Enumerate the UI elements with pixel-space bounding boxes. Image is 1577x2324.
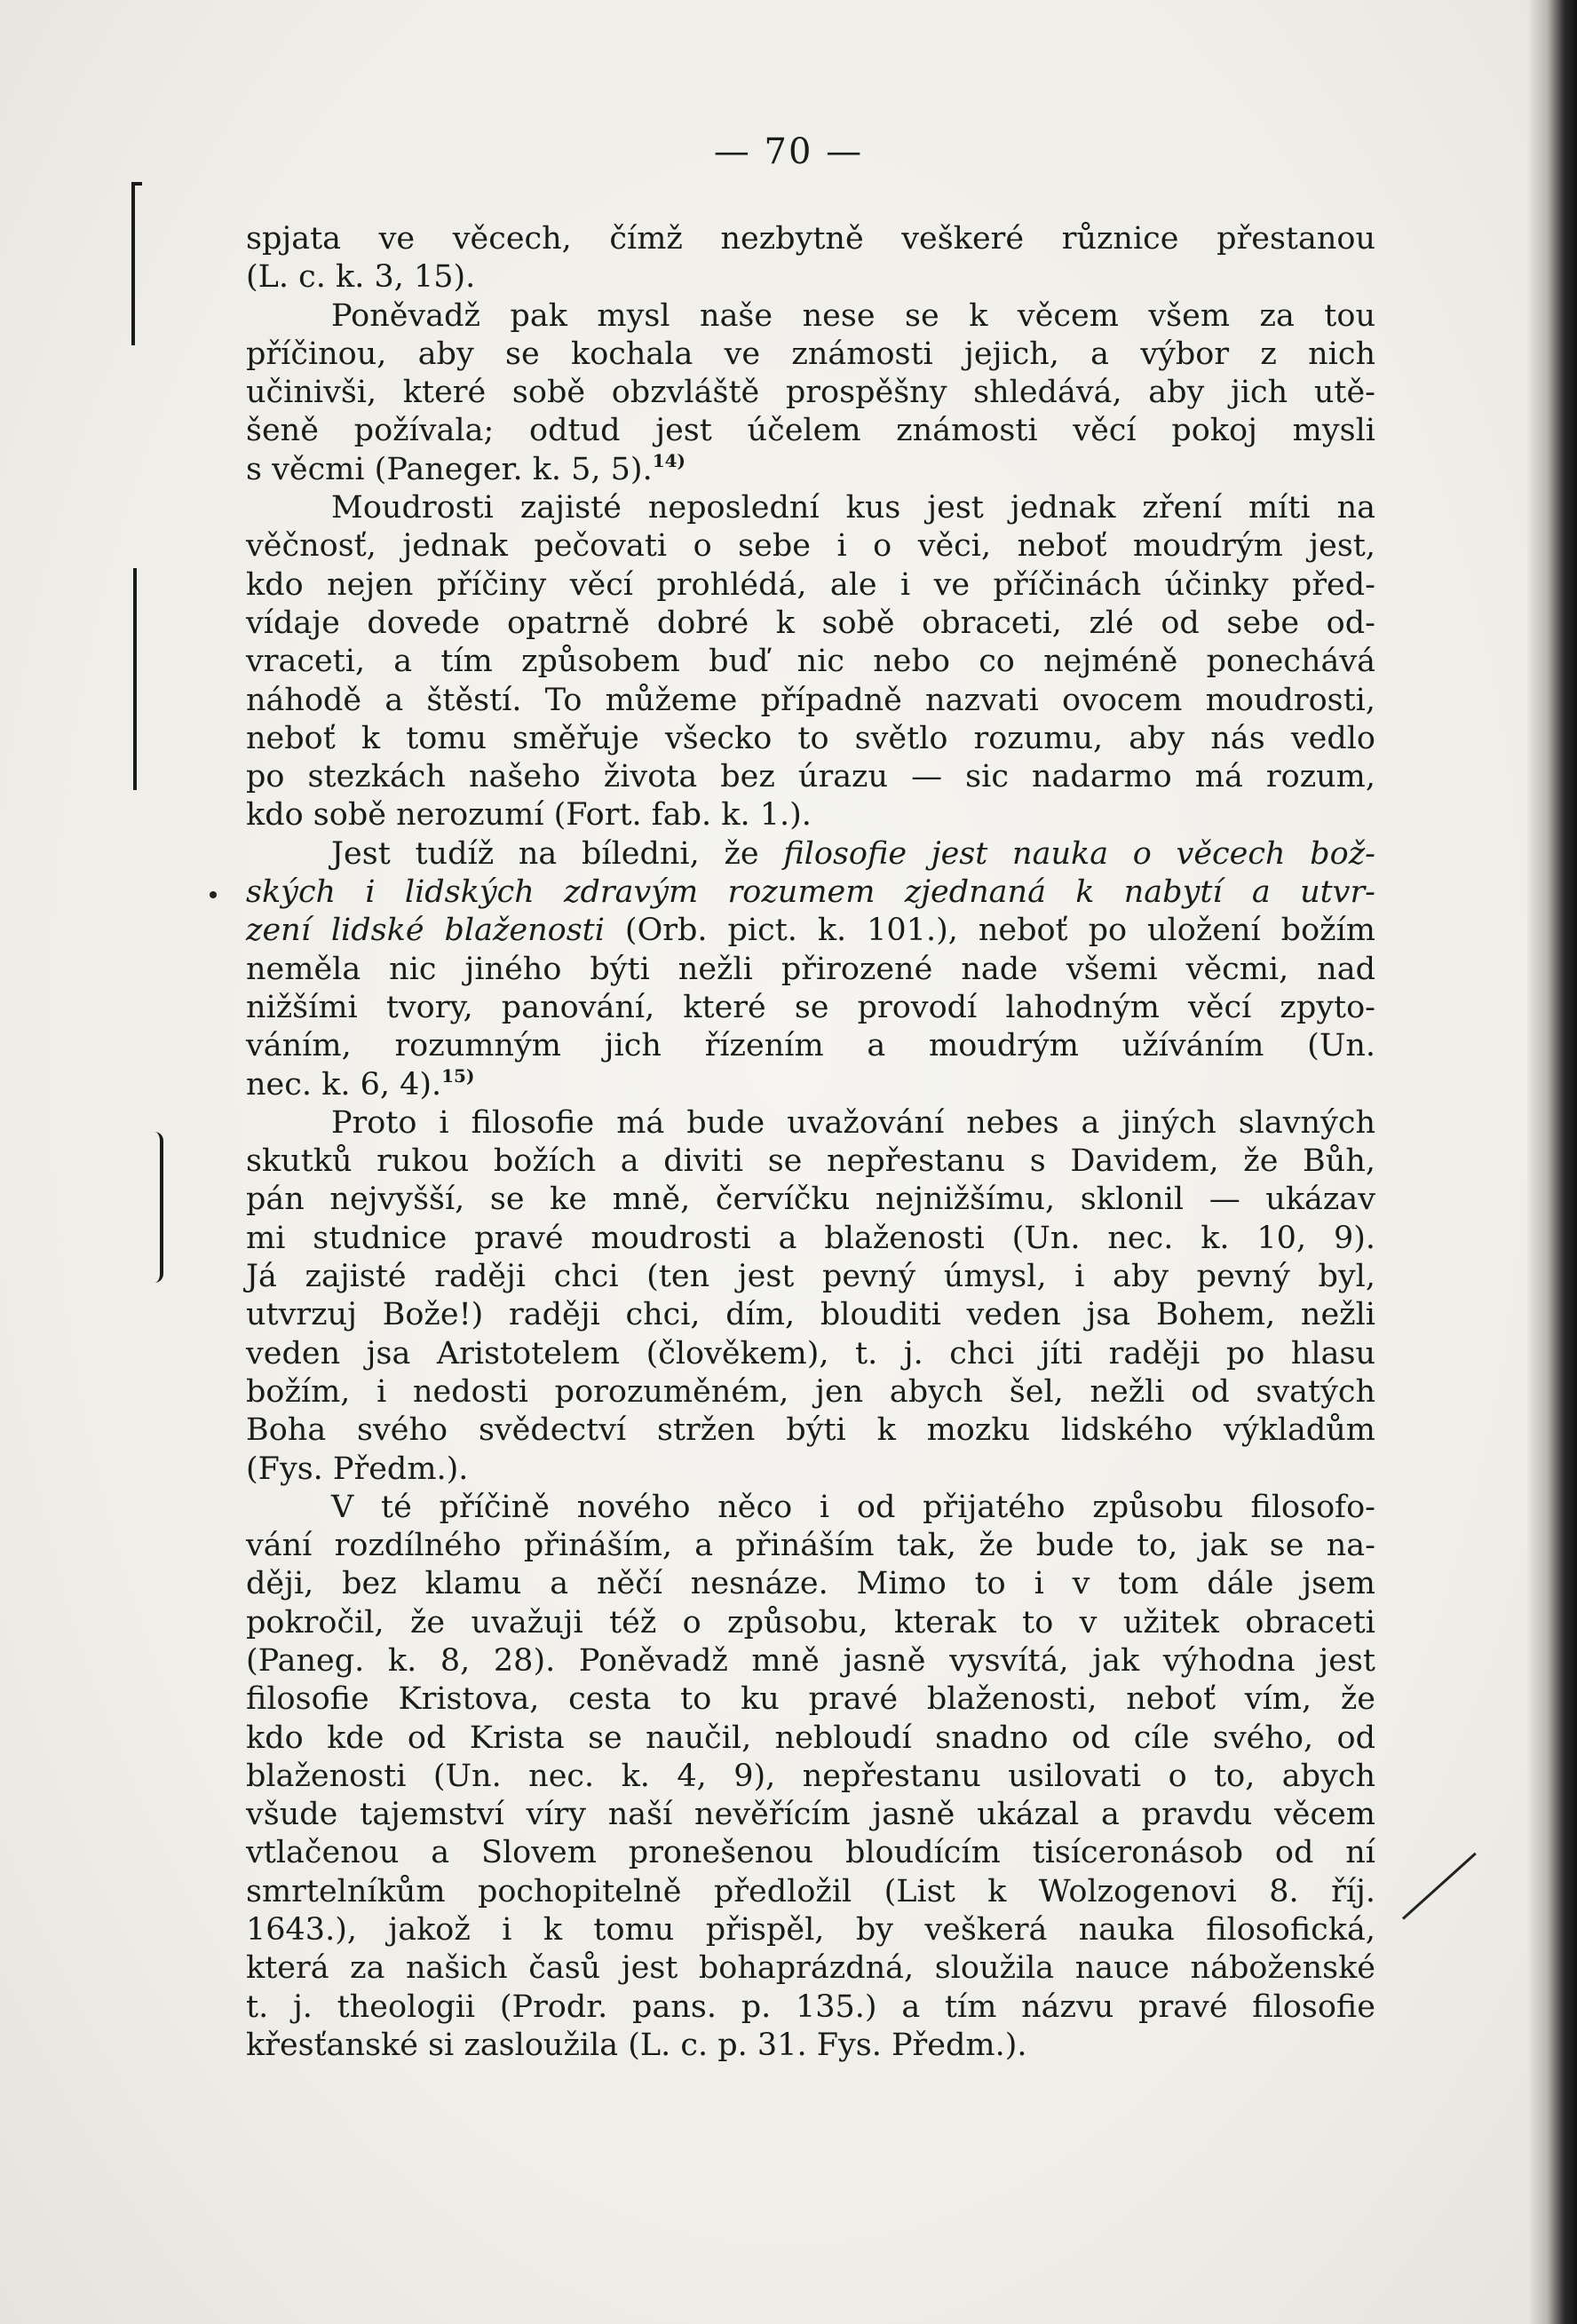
text-line: t. j. theologii (Prodr. pans. p. 135.) a tím názvu pravé filosofie [246, 1988, 1375, 2025]
text-line: V té příčině nového něco i od přijatého způsobu filosofo- [331, 1489, 1375, 1525]
text-line: kdo nejen příčiny věcí prohlédá, ale i ve příčinách účinky před- [246, 566, 1375, 603]
margin-dot [210, 891, 217, 898]
text-line: všude tajemství víry naší nevěřícím jasně ukázal a pravdu věcem [246, 1797, 1375, 1833]
text-line: vtlačenou a Slovem pronešenou bloudícím tisíceronásob od ní [246, 1835, 1375, 1871]
text-line: zení lidské blaženosti (Orb. pict. k. 101.), neboť po uložení božím [246, 913, 1375, 949]
text-line: (L. c. k. 3, 15). [246, 259, 476, 296]
text-line: příčinou, aby se kochala ve známosti jejich, a výbor z nich [246, 336, 1375, 372]
text-line: s věcmi (Paneger. k. 5, 5).$^{14)}$ [246, 449, 686, 487]
text-line: Poněvadž pak mysl naše nese se k věcem všem za tou [331, 297, 1375, 334]
text-line: Proto i filosofie má bude uvažování nebes a jiných slavných [331, 1104, 1375, 1141]
text-line: 1643.), jakož i k tomu přispěl, by veškerá nauka filosofická, [246, 1912, 1375, 1949]
text-line: kdo sobě nerozumí (Fort. fab. k. 1.). [246, 797, 812, 834]
text-line: nižšími tvory, panování, které se provodí lahodným věcí zpyto- [246, 989, 1375, 1025]
margin-pen-stroke [1402, 1853, 1477, 1920]
margin-bracket [131, 182, 142, 345]
footnote-ref: 14) [652, 449, 686, 471]
text-line: skutků rukou božích a diviti se nepřestanu s Davidem, že Bůh, [246, 1143, 1375, 1180]
text-line: veden jsa Aristotelem (člověkem), t. j. chci jíti raději po hlasu [246, 1335, 1375, 1371]
text-line: po stezkách našeho života bez úrazu — sic nadarmo má rozum, [246, 759, 1375, 795]
text-line: neměla nic jiného býti nežli přirozené nade všemi věcmi, nad [246, 951, 1375, 987]
text-line: filosofie Kristova, cesta to ku pravé blaženosti, neboť vím, že [246, 1681, 1375, 1718]
footnote-ref: 15) [441, 1064, 475, 1087]
text-line: (Paneg. k. 8, 28). Poněvadž mně jasně vysvítá, jak výhodna jest [246, 1642, 1375, 1679]
page-edge-shadow [1527, 0, 1577, 2324]
text-line: (Fys. Předm.). [246, 1451, 469, 1487]
text-line: ských i lidských zdravým rozumem zjednaná k nabytí a utvr- [246, 874, 1375, 911]
text-line: věčnosť, jednak pečovati o sebe i o věci, neboť moudrým jest, [246, 528, 1375, 565]
text-line: kdo kde od Krista se naučil, nebloudí snadno od cíle svého, od [246, 1719, 1375, 1756]
text-line: náhodě a štěstí. To můžeme případně nazvati ovocem moudrosti, [246, 682, 1375, 718]
margin-bracket [149, 1132, 163, 1283]
page-number: — 70 — [713, 131, 864, 172]
text-line: nec. k. 6, 4).$^{15)}$ [246, 1064, 475, 1103]
text-line: vídaje dovede opatrně dobré k sobě obraceti, zlé od sebe od- [246, 605, 1375, 641]
body-text [246, 220, 1375, 2065]
text-line: smrtelníkům pochopitelně předložil (List k Wolzogenovi 8. říj. [246, 1873, 1375, 1909]
margin-bracket [133, 568, 137, 790]
text-line: neboť k tomu směřuje všecko to světlo rozumu, aby nás vedlo [246, 720, 1375, 756]
text-line: pán nejvyšší, se ke mně, červíčku nejnižšímu, sklonil — ukázav [246, 1182, 1375, 1218]
text-line: která za našich časů jest bohaprázdná, sloužila nauce náboženské [246, 1950, 1375, 1987]
text-line: učinivši, které sobě obzvláště prospěšny shledává, aby jich utě- [246, 375, 1375, 411]
text-line: vání rozdílného přináším, a přináším tak, že bude to, jak se na- [246, 1528, 1375, 1564]
text-line: šeně požívala; odtud jest účelem známosti věcí pokoj mysli [246, 413, 1375, 449]
text-line: ději, bez klamu a něčí nesnáze. Mimo to i v tom dále jsem [246, 1566, 1375, 1602]
text-line: křesťanské si zasloužila (L. c. p. 31. Fys. Předm.). [246, 2027, 1027, 2063]
text-line: spjata ve věcech, čímž nezbytně veškeré různice přestanou [246, 221, 1375, 257]
text-line: Moudrosti zajisté neposlední kus jest jednak zření míti na [331, 490, 1375, 526]
text-line: Jest tudíž na bíledni, že filosofie jest nauka o věcech bož- [331, 835, 1375, 872]
text-line: Já zajisté raději chci (ten jest pevný úmysl, i aby pevný byl, [246, 1259, 1375, 1295]
text-line: váním, rozumným jich řízením a moudrým užíváním (Un. [246, 1028, 1375, 1064]
text-line: pokročil, že uvažuji též o způsobu, kterak to v užitek obraceti [246, 1604, 1375, 1640]
text-line: blaženosti (Un. nec. k. 4, 9), nepřestanu usilovati o to, abych [246, 1758, 1375, 1794]
text-line: mi studnice pravé moudrosti a blaženosti (Un. nec. k. 10, 9). [246, 1220, 1375, 1256]
text-line: Boha svého svědectví stržen býti k mozku lidského výkladům [246, 1412, 1375, 1449]
text-line: božím, i nedosti porozuměném, jen abych šel, nežli od svatých [246, 1373, 1375, 1410]
text-line: vraceti, a tím způsobem buď nic nebo co nejméně ponechává [246, 644, 1375, 680]
text-line: utvrzuj Bože!) raději chci, dím, blouditi veden jsa Bohem, nežli [246, 1297, 1375, 1333]
